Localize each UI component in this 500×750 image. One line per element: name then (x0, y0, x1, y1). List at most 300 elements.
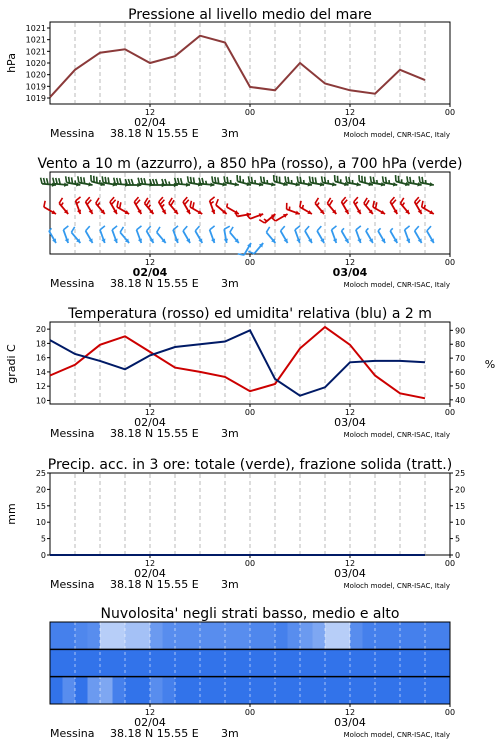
cloud-cell-basso (125, 677, 138, 704)
barb-feather (227, 177, 228, 183)
y-tick-label: 15 (35, 501, 46, 511)
barb-feather (120, 227, 123, 232)
x-date-label: 03/04 (334, 567, 366, 580)
cloud-cell-alto (225, 622, 238, 649)
cloud-cell-basso (225, 677, 238, 704)
cloud-cell-basso (213, 677, 226, 704)
barb-feather (295, 226, 300, 230)
cloud-cell-alto (188, 622, 201, 649)
location-coords: 38.18 N 15.55 E (110, 578, 199, 591)
x-tick-label: 00 (444, 708, 456, 717)
x-tick-label: 00 (444, 559, 456, 568)
cloud-cell-alto (88, 622, 101, 649)
x-tick-label: 00 (444, 258, 456, 267)
wind-panel (37, 156, 462, 290)
barb-half-feather (342, 228, 345, 231)
x-tick-label: 12 (144, 108, 156, 117)
y-tick-label: 15 (455, 501, 466, 511)
x-tick-label: 12 (144, 258, 156, 267)
barb-feather (173, 226, 178, 230)
cloud-cell-medio (363, 649, 376, 676)
barb-feather (315, 177, 316, 183)
wind-barb (327, 198, 336, 214)
barb-half-feather (402, 203, 404, 206)
pressure-panel (5, 7, 455, 140)
wind-barb (134, 197, 141, 214)
barb-feather (419, 176, 420, 182)
cloud-cell-medio (163, 649, 176, 676)
wind-barb (364, 198, 373, 214)
temperature-title: Temperatura (rosso) ed umidita' relativa (blu) a 2 m (68, 306, 432, 322)
cloud-cell-basso (75, 677, 88, 704)
model-credit: Moloch model, CNR-ISAC, Italy (343, 281, 450, 289)
cloud-cell-alto (325, 622, 338, 649)
cloud-cell-basso (188, 677, 201, 704)
barb-half-feather (98, 203, 100, 206)
location-coords: 38.18 N 15.55 E (110, 427, 199, 440)
cloud-cell-basso (363, 677, 376, 704)
y-tick-label: 90 (455, 326, 466, 336)
wind-barb (71, 227, 80, 243)
cloud-cell-medio (275, 649, 288, 676)
cloud-cell-medio (425, 649, 438, 676)
cloud-cell-alto (100, 622, 113, 649)
barb-feather (112, 226, 117, 230)
location-name: Messina (50, 127, 95, 140)
barb-feather (81, 177, 82, 183)
precipitation-panel (5, 457, 465, 591)
cloud-cell-basso (63, 677, 76, 704)
barb-feather (315, 198, 318, 203)
barb-feather (325, 177, 326, 183)
wind-barb (354, 197, 361, 214)
wind-barb (405, 226, 410, 243)
barb-feather (188, 176, 189, 182)
cloud-cell-alto (438, 622, 451, 649)
precipitation-title: Precip. acc. in 3 ore: totale (verde), frazione solida (tratt.) (47, 457, 453, 473)
cloud-cell-medio (50, 649, 63, 676)
barb-feather (366, 200, 369, 205)
cloud-cell-basso (113, 677, 126, 704)
barb-feather (251, 177, 252, 183)
location-coords: 38.18 N 15.55 E (110, 727, 199, 740)
cloud-cell-alto (250, 622, 263, 649)
x-date-label: 02/04 (132, 266, 168, 279)
cloud-cell-medio (113, 649, 126, 676)
x-tick-label: 00 (444, 108, 456, 117)
y-tick-label: 10 (455, 518, 466, 528)
x-date-label: 02/04 (134, 116, 166, 129)
cloud-cell-medio (288, 649, 301, 676)
cloud-cell-medio (100, 649, 113, 676)
barb-feather (300, 177, 301, 183)
x-tick-label: 00 (244, 408, 256, 417)
cloud-cell-alto (350, 622, 363, 649)
barb-half-feather (211, 202, 214, 204)
cloud-cell-basso (388, 677, 401, 704)
y-tick-label: 1019 (25, 82, 46, 92)
barb-feather (370, 176, 371, 182)
x-tick-label: 00 (244, 258, 256, 267)
location-elevation: 3m (221, 727, 239, 740)
x-date-label: 03/04 (334, 116, 366, 129)
cloud-cell-alto (50, 622, 63, 649)
y-tick-label: 20 (35, 325, 46, 335)
y-tick-label: 20 (455, 485, 466, 495)
wind-barb (305, 226, 312, 243)
barb-feather (356, 226, 361, 230)
wind-barb (390, 228, 397, 243)
barb-half-feather (169, 182, 170, 186)
barb-half-feather (302, 205, 303, 209)
cloud-cell-alto (125, 622, 138, 649)
cloud-cell-basso (300, 677, 313, 704)
wind-barb (76, 197, 81, 214)
cloud-cell-basso (88, 677, 101, 704)
x-date-label: 03/04 (332, 266, 368, 279)
y-tick-label: 16 (35, 353, 46, 363)
x-tick-label: 12 (344, 559, 356, 568)
wind-barb (210, 197, 215, 214)
barb-feather (400, 198, 403, 203)
x-tick-label: 12 (344, 708, 356, 717)
y-tick-label: 60 (455, 368, 466, 378)
wind-barb (183, 197, 190, 214)
barb-half-feather (355, 202, 358, 205)
plot-frame (50, 22, 450, 104)
cloud-cell-medio (138, 649, 151, 676)
barb-feather (63, 226, 68, 230)
cloud-cell-medio (213, 649, 226, 676)
cloud-cell-basso (263, 677, 276, 704)
location-name: Messina (50, 578, 95, 591)
barb-feather (53, 178, 54, 184)
cloud-cell-medio (88, 649, 101, 676)
wind-barb (110, 197, 117, 214)
cloud-cell-alto (75, 622, 88, 649)
barb-feather (193, 202, 194, 208)
barb-feather (364, 198, 367, 203)
barb-feather (84, 177, 85, 183)
cloud-cell-alto (413, 622, 426, 649)
wind-barb (159, 197, 166, 214)
x-tick-label: 12 (144, 408, 156, 417)
barb-feather (297, 176, 298, 182)
location-name: Messina (50, 277, 95, 290)
cloud-cell-basso (200, 677, 213, 704)
barb-feather (410, 177, 411, 183)
cloud-cell-alto (400, 622, 413, 649)
barb-feather (71, 227, 74, 232)
barb-feather (415, 226, 419, 231)
y-tick-label: 10 (35, 518, 46, 528)
cloud-cell-medio (250, 649, 263, 676)
cloud-cell-medio (388, 649, 401, 676)
barb-feather (183, 226, 187, 231)
barb-feather (210, 226, 215, 230)
cloud-cell-medio (263, 649, 276, 676)
cloud-cell-medio (150, 649, 163, 676)
cloud-cell-alto (163, 622, 176, 649)
barb-feather (312, 177, 313, 183)
barb-feather (190, 201, 191, 207)
cloud-cell-alto (175, 622, 188, 649)
barb-feather (138, 178, 139, 184)
barb-half-feather (378, 228, 381, 231)
barb-feather (137, 226, 142, 230)
barb-half-feather (227, 203, 228, 207)
cloud-cell-alto (113, 622, 126, 649)
barb-feather (86, 226, 90, 231)
barb-feather (120, 202, 121, 208)
cloud-cell-basso (275, 677, 288, 704)
barb-feather (376, 202, 377, 208)
precipitation-y-label: mm (5, 503, 18, 525)
model-credit: Moloch model, CNR-ISAC, Italy (343, 582, 450, 590)
barb-feather (264, 177, 265, 183)
wind-barb (173, 226, 178, 243)
location-elevation: 3m (221, 127, 239, 140)
barb-feather (422, 177, 423, 183)
barb-feather (145, 198, 148, 203)
y-tick-label: 70 (455, 354, 466, 364)
cloud-cell-basso (325, 677, 338, 704)
cloud-cell-basso (50, 677, 63, 704)
wind-barb (400, 198, 409, 214)
wind-barb (210, 226, 215, 243)
cloud-cell-medio (200, 649, 213, 676)
y-tick-label: 0 (40, 551, 46, 560)
cloud-cell-medio (238, 649, 251, 676)
x-tick-label: 12 (144, 559, 156, 568)
cloud-cell-alto (375, 622, 388, 649)
barb-feather (210, 197, 215, 201)
barb-feather (78, 176, 79, 182)
cloud-cell-alto (150, 622, 163, 649)
wind-barb (287, 203, 300, 215)
cloud-cell-basso (175, 677, 188, 704)
y-tick-label: 1021 (25, 35, 46, 45)
cloud-cell-medio (313, 649, 326, 676)
y-tick-label: 1020 (25, 59, 46, 68)
y-tick-label: 10 (35, 396, 46, 406)
barb-feather (248, 176, 249, 182)
temperature-y-label: gradi C (5, 344, 18, 384)
location-name: Messina (50, 727, 95, 740)
cloud-cell-medio (125, 649, 138, 676)
location-coords: 38.18 N 15.55 E (110, 277, 199, 290)
cloud-cell-alto (213, 622, 226, 649)
cloud-cell-medio (63, 649, 76, 676)
cloud-cell-basso (400, 677, 413, 704)
wind-barb (145, 198, 154, 214)
barb-half-feather (49, 228, 52, 231)
barb-feather (285, 176, 286, 182)
plot-frame (50, 473, 450, 555)
barb-feather (329, 200, 332, 205)
barb-feather (266, 227, 269, 232)
barb-feather (41, 178, 42, 184)
x-tick-label: 12 (344, 408, 356, 417)
wind-barb (227, 203, 239, 214)
wind-barb (86, 197, 93, 214)
barb-feather (190, 177, 191, 183)
x-date-label: 03/04 (334, 716, 366, 729)
barb-feather (96, 198, 99, 203)
barb-half-feather (390, 228, 393, 231)
y-tick-label: 1019 (25, 94, 46, 103)
barb-feather (332, 226, 337, 230)
barb-feather (171, 200, 174, 205)
barb-feather (224, 226, 230, 229)
wind-barb (415, 197, 422, 214)
barb-feather (69, 177, 70, 183)
cloud-cell-alto (425, 622, 438, 649)
wind-barb (281, 226, 288, 243)
temperature-panel (5, 306, 495, 440)
barb-feather (102, 176, 103, 182)
barb-feather (146, 200, 149, 205)
barb-feather (216, 199, 218, 205)
cloud-cell-alto (363, 622, 376, 649)
barb-half-feather (162, 204, 165, 207)
wind-barb (183, 226, 190, 243)
barb-feather (215, 177, 216, 183)
cloud-cell-medio (188, 649, 201, 676)
pressure-line (50, 36, 425, 97)
wind-barb (117, 201, 129, 214)
barb-feather (288, 177, 289, 183)
y-tick-label: 5 (455, 534, 461, 544)
wind-barb (390, 197, 397, 214)
cloud-cell-basso (163, 677, 176, 704)
y-tick-label: 1021 (25, 47, 46, 57)
barb-feather (59, 198, 62, 203)
x-tick-label: 12 (344, 258, 356, 267)
barb-feather (169, 198, 172, 203)
model-credit: Moloch model, CNR-ISAC, Italy (343, 431, 450, 439)
wind-barb (157, 227, 166, 243)
wind-barb (230, 227, 239, 243)
barb-feather (281, 226, 285, 231)
wind-barb (342, 197, 349, 214)
wind-barb (315, 198, 324, 214)
barb-feather (195, 226, 199, 231)
y-tick-label: 20 (35, 485, 46, 495)
wind-barb (366, 228, 373, 243)
humidity-y-label: % (484, 358, 496, 371)
wind-barb (378, 228, 385, 243)
cloud-cell-medio (325, 649, 338, 676)
cloud-cell-medio (350, 649, 363, 676)
cloud-cell-basso (238, 677, 251, 704)
barb-feather (317, 226, 321, 231)
cloud-cell-alto (238, 622, 251, 649)
cloud-cell-alto (200, 622, 213, 649)
cloud-cell-alto (275, 622, 288, 649)
y-tick-label: 18 (35, 339, 46, 349)
cloud-cell-medio (375, 649, 388, 676)
y-tick-label: 80 (455, 340, 466, 350)
x-tick-label: 00 (244, 708, 256, 717)
pressure-title: Pressione al livello medio del mare (128, 7, 372, 23)
barb-feather (427, 226, 431, 231)
wind-barb (59, 198, 68, 214)
cloud-cell-basso (375, 677, 388, 704)
barb-feather (385, 177, 386, 183)
cloud-cell-alto (138, 622, 151, 649)
barb-feather (224, 176, 225, 182)
y-tick-label: 25 (35, 469, 46, 478)
x-date-label: 03/04 (334, 416, 366, 429)
cloud-cell-basso (438, 677, 451, 704)
x-date-label: 02/04 (134, 716, 166, 729)
model-credit: Moloch model, CNR-ISAC, Italy (343, 131, 450, 139)
y-tick-label: 50 (455, 381, 466, 391)
barb-feather (327, 198, 330, 203)
cloud-cell-alto (338, 622, 351, 649)
location-elevation: 3m (221, 578, 239, 591)
wind-barb (427, 226, 434, 243)
cloud-cell-medio (175, 649, 188, 676)
barb-feather (44, 201, 45, 207)
barb-half-feather (61, 203, 63, 206)
cloud-cell-basso (250, 677, 263, 704)
barb-feather (373, 201, 374, 207)
y-tick-label: 5 (40, 534, 46, 544)
y-tick-label: 12 (35, 382, 46, 392)
cloud-cell-medio (438, 649, 451, 676)
barb-feather (309, 176, 310, 182)
barb-feather (305, 226, 309, 231)
barb-half-feather (264, 219, 267, 221)
barb-feather (422, 201, 423, 207)
wind-barb (317, 226, 324, 243)
barb-feather (212, 176, 213, 182)
barb-feather (259, 220, 264, 223)
x-date-label: 02/04 (134, 416, 166, 429)
wind-barb (415, 226, 422, 243)
cloud-cell-alto (300, 622, 313, 649)
barb-feather (322, 176, 323, 182)
cloud-cell-alto (263, 622, 276, 649)
cloud-cell-alto (63, 622, 76, 649)
x-tick-label: 12 (344, 108, 356, 117)
y-tick-label: 25 (455, 469, 466, 478)
cloud-cell-basso (425, 677, 438, 704)
cloud-cell-medio (338, 649, 351, 676)
cloud-panel (50, 606, 455, 740)
wind-barb (224, 226, 230, 243)
barb-feather (108, 177, 109, 183)
barb-feather (354, 197, 358, 202)
wind-title: Vento a 10 m (azzurro), a 850 hPa (rosso), a 700 hPa (verde) (37, 156, 463, 172)
wind-barb (356, 226, 361, 243)
barb-feather (349, 177, 350, 183)
cloud-cell-basso (138, 677, 151, 704)
wind-barb (422, 201, 434, 214)
barb-feather (405, 226, 410, 230)
barb-feather (105, 177, 106, 183)
barb-half-feather (366, 228, 369, 231)
location-elevation: 3m (221, 427, 239, 440)
barb-feather (218, 177, 219, 183)
wind-barb (266, 227, 275, 243)
x-date-label: 02/04 (134, 567, 166, 580)
cloud-cell-alto (313, 622, 326, 649)
cloud-cell-medio (300, 649, 313, 676)
x-tick-label: 12 (144, 708, 156, 717)
